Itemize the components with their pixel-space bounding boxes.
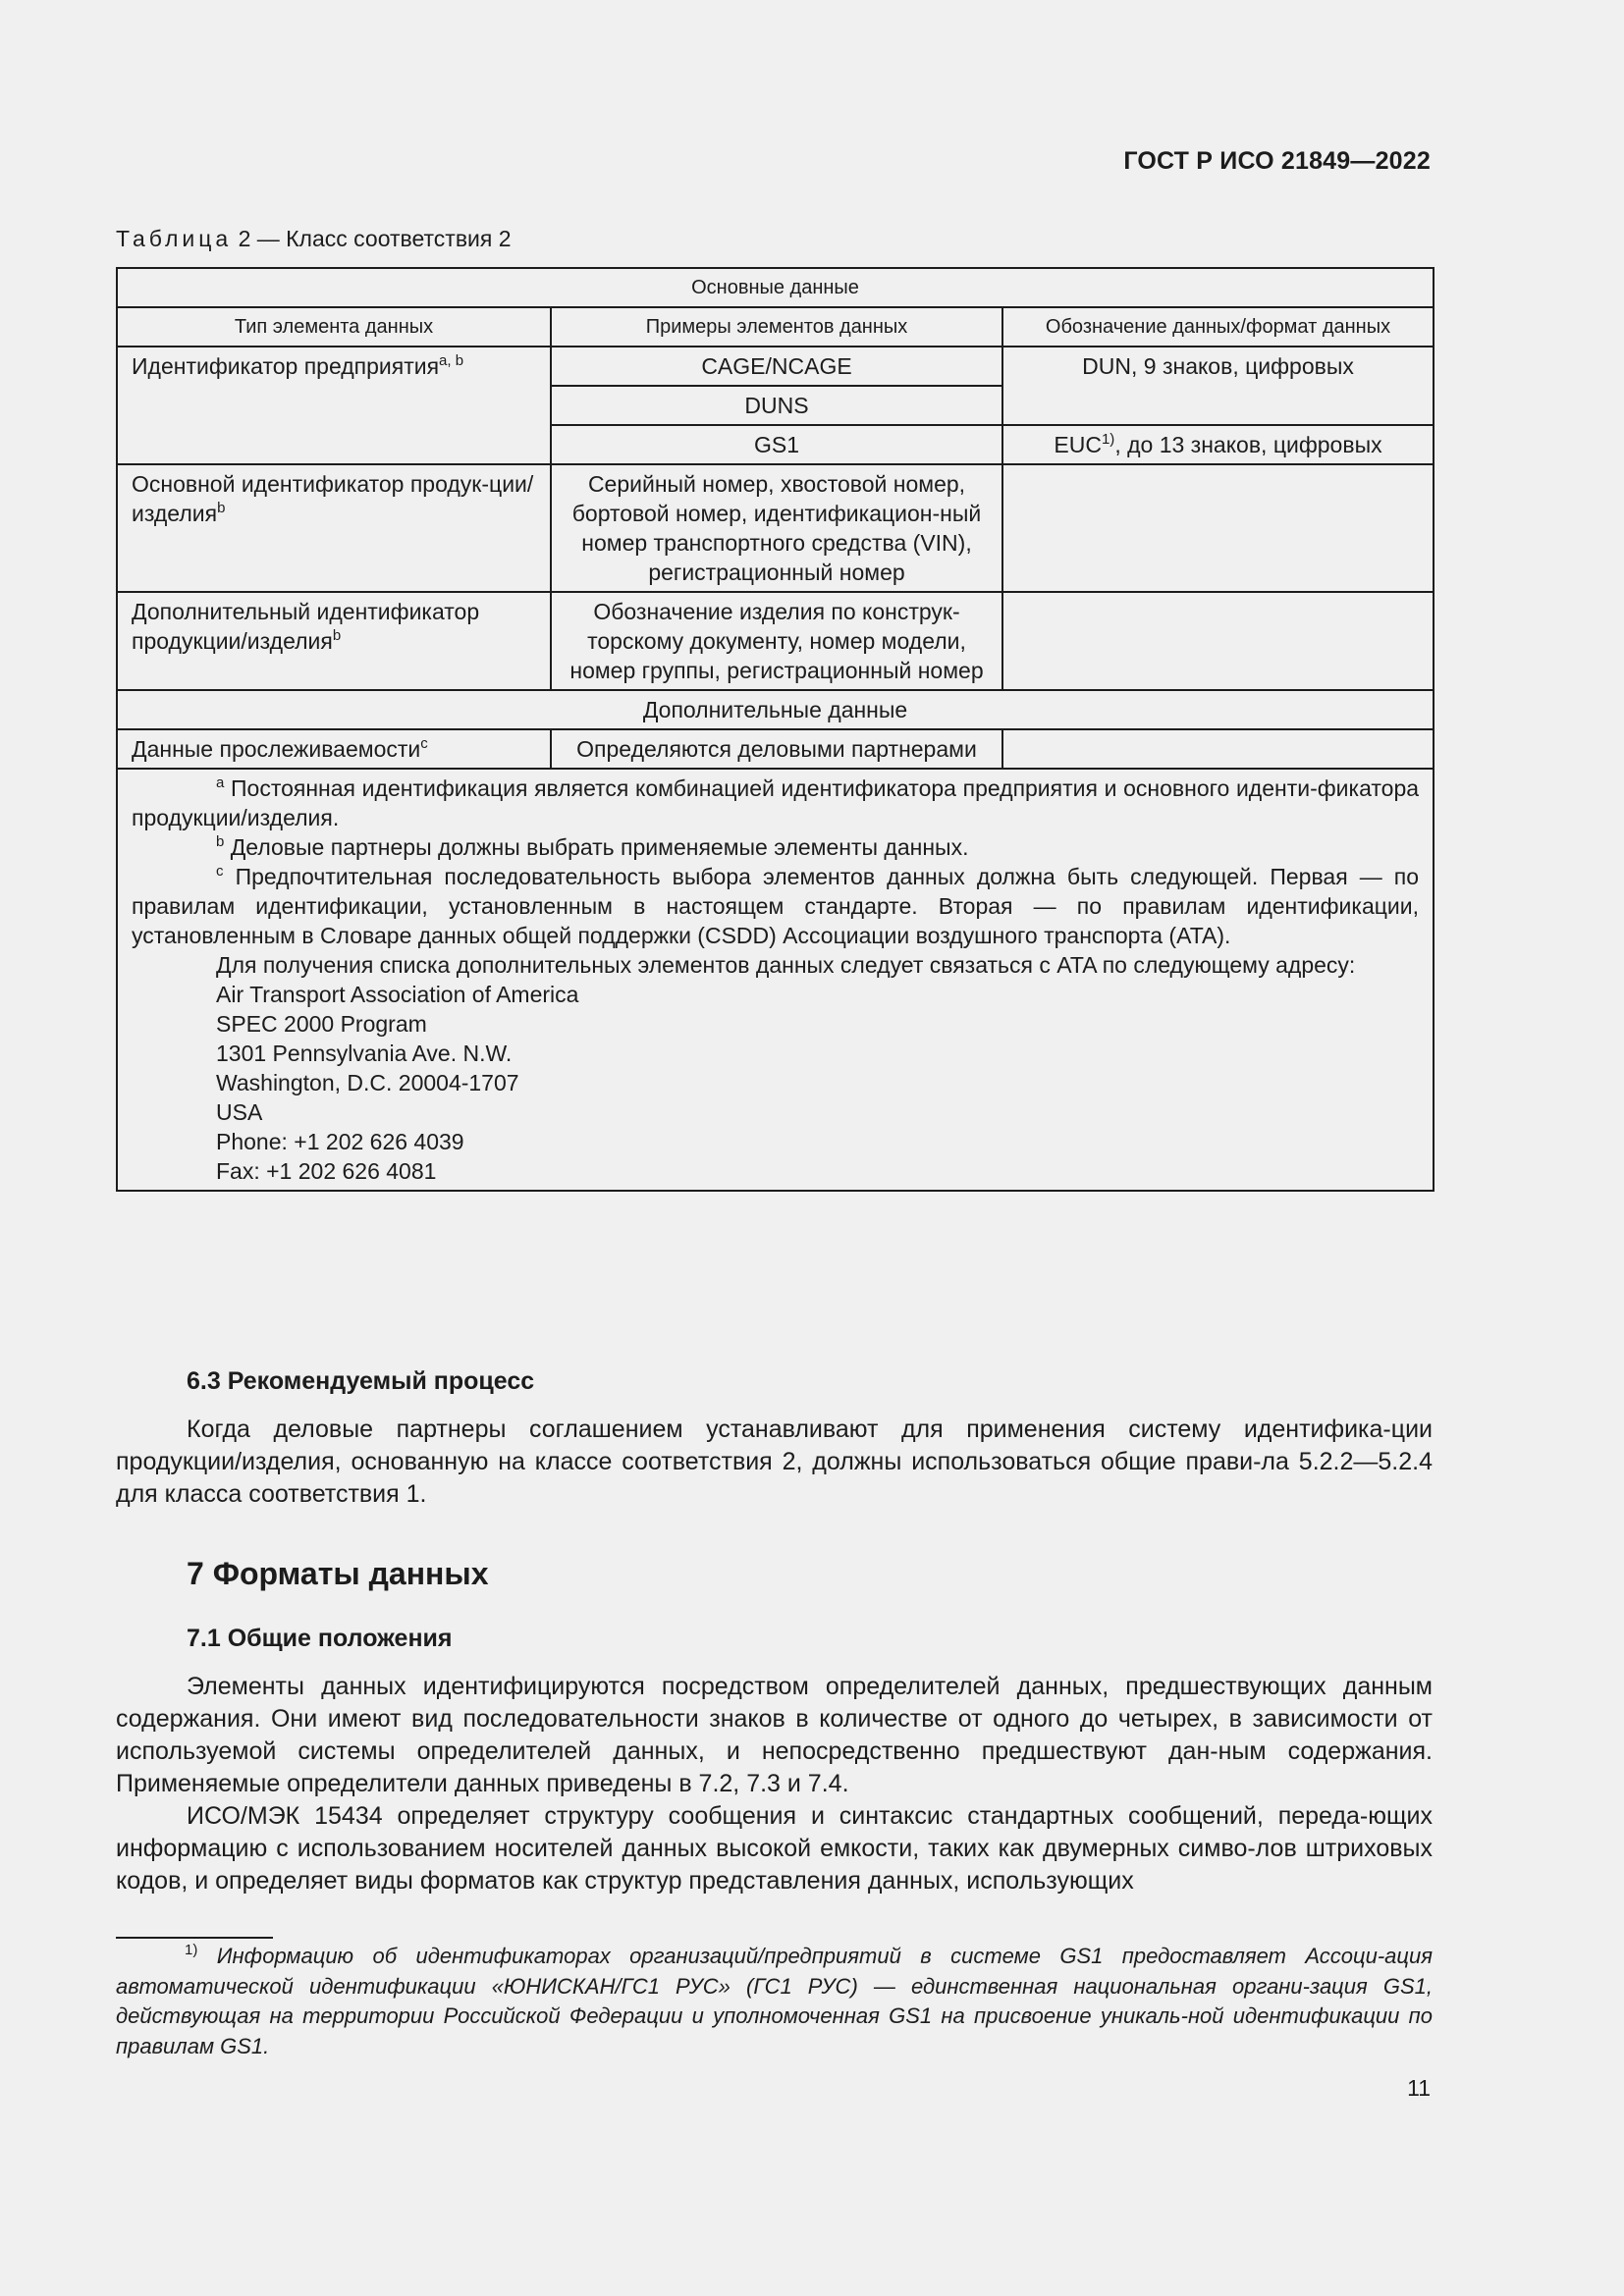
page-number: 11 <box>1407 2075 1431 2101</box>
note-c-text: Предпочтительная последовательность выбора элементов данных должна быть следующей. Первая — по правилам идентификации, установленным в настоящем стандарте. Вторая — по правилам идентификации, установленным в Словаре данных общей поддержки (CSDD) Ассоциации воздушного транспорта (ATA). <box>132 864 1420 948</box>
address-line: Washington, D.C. 20004-1707 <box>216 1070 519 1095</box>
secondary-examples-cell: Обозначение изделия по конструк-торскому документу, номер модели, номер группы, регистрационный номер <box>551 592 1002 690</box>
gs1-format-a: EUC <box>1054 432 1102 457</box>
section-7-1-paragraph-1: Элементы данных идентифицируются посредством определителей данных, предшествующих данным содержания. Они имеют вид последовательности знаков в количестве от одного до четырех, в зависимости от используемой системы определителей данных, и непосредственно предшествуют дан-ным содержания. Применяемые определители данных приведены в 7.2, 7.3 и 7.4. <box>116 1673 1433 1797</box>
table-notes <box>117 769 1434 1191</box>
address-line: Fax: +1 202 626 4081 <box>216 1158 437 1184</box>
table-row <box>117 592 1434 690</box>
contact-intro: Для получения списка дополнительных элементов данных следует связаться с ATA по следующему адресу: <box>216 952 1356 978</box>
table-caption <box>116 226 512 252</box>
table-row <box>117 347 1434 386</box>
note-b-mark: b <box>216 833 225 850</box>
secondary-id-label: Дополнительный идентификатор продукции/изделия <box>132 599 480 654</box>
section-additional-header: Дополнительные данные <box>117 690 1434 729</box>
note-a-mark: a <box>216 774 225 791</box>
table-row <box>117 268 1434 307</box>
primary-id-cell <box>117 464 551 592</box>
col-header-type: Тип элемента данных <box>117 307 551 347</box>
col-header-format: Обозначение данных/формат данных <box>1002 307 1434 347</box>
note-a-text: Постоянная идентификация является комбинацией идентификатора предприятия и основного иденти-фикатора продукции/изделия. <box>132 775 1420 830</box>
enterprise-id-cell <box>117 347 551 464</box>
note-b-text: Деловые партнеры должны выбрать применяемые элементы данных. <box>230 834 969 860</box>
gs1-format-b: , до 13 знаков, цифровых <box>1114 432 1382 457</box>
section-7-1-title: 7.1 Общие положения <box>187 1625 453 1652</box>
primary-id-label: Основной идентификатор продук-ции/изделия <box>132 471 534 526</box>
table-caption-rest: 2 — Класс соответствия 2 <box>238 226 512 251</box>
trace-sup: c <box>420 735 428 752</box>
section-7-title: 7 Форматы данных <box>187 1556 489 1591</box>
section-7-1-paragraph-2: ИСО/МЭК 15434 определяет структуру сообщения и синтаксис стандартных сообщений, переда-ющих информацию с использованием носителей данных высокой емкости, таких как двумерных симво-лов штриховых кодов, и определяет виды форматов как структур представления данных, использующих <box>116 1802 1433 1895</box>
address-line: Phone: +1 202 626 4039 <box>216 1129 464 1154</box>
trace-label: Данные прослеживаемости <box>132 736 421 762</box>
table-row <box>117 690 1434 729</box>
primary-id-sup: b <box>217 500 226 516</box>
section-6-3-text: Когда деловые партнеры соглашением устанавливают для применения систему идентифика-ции продукции/изделия, основанную на классе соответствия 2, должны использоваться общие прави-ла 5.2.2—5.2.4 для класса соответствия 1. <box>116 1415 1433 1508</box>
table-caption-prefix: Таблица <box>116 226 233 251</box>
note-c <box>132 862 1419 950</box>
secondary-id-sup: b <box>332 627 342 644</box>
table-row <box>117 769 1434 1191</box>
cage-cell: CAGE/NCAGE <box>551 347 1002 386</box>
address-line: 1301 Pennsylvania Ave. N.W. <box>216 1041 513 1066</box>
gs1-format-cell <box>1002 425 1434 464</box>
footnote-text: Информацию об идентификаторах организаций/предприятий в системе GS1 предоставляет Ассоци-ация автоматической идентификации «ЮНИСКАН/ГС1 РУС» (ГС1 РУС) — единственная национальная органи-зация GS1, действующая на территории Российской Федерации и уполномоченная GS1 на присвоение уникаль-ной идентификации по правилам GS1. <box>116 1944 1433 2058</box>
cage-format-cell: DUN, 9 знаков, цифровых <box>1002 347 1434 425</box>
table-row <box>117 729 1434 769</box>
gs1-format-sup: 1) <box>1101 431 1115 448</box>
footnote <box>116 1942 1433 2061</box>
secondary-id-cell <box>117 592 551 690</box>
trace-examples-cell: Определяются деловыми партнерами <box>551 729 1002 769</box>
trace-cell <box>117 729 551 769</box>
table-row <box>117 307 1434 347</box>
document-header: ГОСТ Р ИСО 21849—2022 <box>1123 147 1431 175</box>
conformance-class-table <box>116 267 1435 1192</box>
address-line: USA <box>216 1099 263 1125</box>
address-line: SPEC 2000 Program <box>216 1011 427 1037</box>
col-header-examples: Примеры элементов данных <box>551 307 1002 347</box>
note-c-mark: c <box>216 863 224 880</box>
address-line: Air Transport Association of America <box>216 982 579 1007</box>
table-row <box>117 464 1434 592</box>
footnote-separator <box>116 1937 273 1939</box>
gs1-cell: GS1 <box>551 425 1002 464</box>
footnote-mark: 1) <box>185 1942 198 1958</box>
duns-cell: DUNS <box>551 386 1002 425</box>
enterprise-id-label: Идентификатор предприятия <box>132 353 440 379</box>
note-a <box>132 774 1419 832</box>
note-b <box>132 832 1419 862</box>
trace-format-cell <box>1002 729 1434 769</box>
enterprise-id-sup: a, b <box>439 352 464 369</box>
primary-format-cell <box>1002 464 1434 592</box>
section-main-header: Основные данные <box>117 268 1434 307</box>
secondary-format-cell <box>1002 592 1434 690</box>
primary-examples-cell: Серийный номер, хвостовой номер, бортовой номер, идентификацион-ный номер транспортного средства (VIN), регистрационный номер <box>551 464 1002 592</box>
section-6-3-title: 6.3 Рекомендуемый процесс <box>187 1367 535 1395</box>
